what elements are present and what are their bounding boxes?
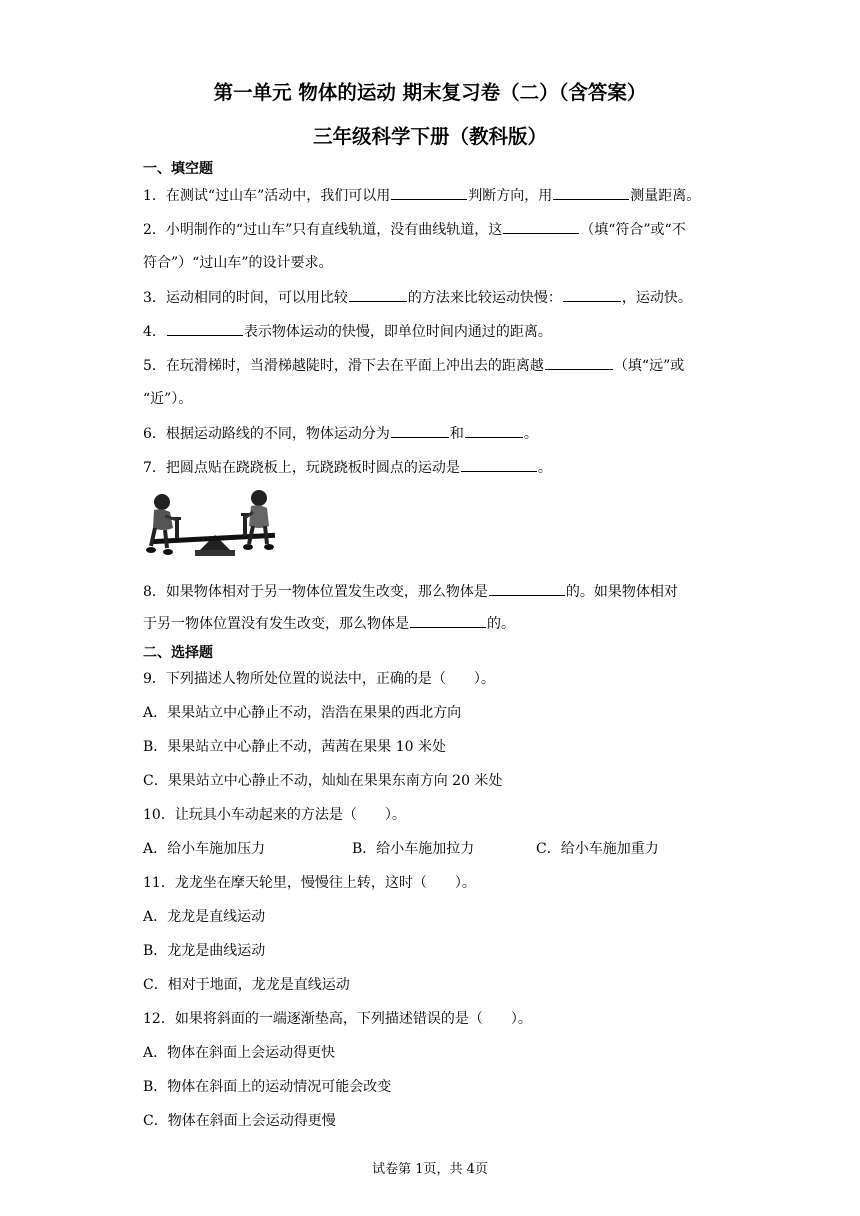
exam-title: 第一单元 物体的运动 期末复习卷（二）（含答案） bbox=[213, 81, 647, 104]
answer-blank bbox=[545, 355, 613, 370]
section-multiple-choice: 二、选择题 bbox=[143, 645, 213, 661]
question-1: 1．在测试“过山车”活动中，我们可以用 判断方向，用 测量距离。 bbox=[143, 185, 700, 206]
answer-blank bbox=[489, 581, 565, 596]
section-fill-blank: 一、填空题 bbox=[143, 161, 213, 177]
answer-blank bbox=[391, 185, 467, 200]
option-12b: B．物体在斜面上的运动情况可能会改变 bbox=[143, 1079, 392, 1095]
answer-blank bbox=[465, 423, 523, 438]
answer-blank bbox=[167, 321, 243, 336]
answer-blank bbox=[563, 287, 621, 302]
option-11c: C．相对于地面，龙龙是直线运动 bbox=[143, 977, 350, 993]
option-10a: A．给小车施加压力 bbox=[143, 841, 266, 857]
answer-blank bbox=[461, 457, 537, 472]
option-11b: B．龙龙是曲线运动 bbox=[143, 943, 266, 959]
option-9a: A．果果站立中心静止不动，浩浩在果果的西北方向 bbox=[143, 705, 462, 721]
option-10c: C．给小车施加重力 bbox=[536, 841, 659, 857]
question-8: 8．如果物体相对于另一物体位置发生改变，那么物体是 的。如果物体相对 bbox=[143, 581, 678, 602]
question-2: 2．小明制作的“过山车”只有直线轨道，没有曲线轨道，这 （填“符合”或“不 bbox=[143, 219, 686, 240]
option-12c: C．物体在斜面上会运动得更慢 bbox=[143, 1113, 336, 1129]
question-12: 12．如果将斜面的一端逐渐垫高，下列描述错误的是（ ）。 bbox=[143, 1011, 532, 1027]
option-9b: B．果果站立中心静止不动，茜茜在果果 10 米处 bbox=[143, 739, 447, 755]
seesaw-illustration bbox=[145, 490, 280, 565]
answer-blank bbox=[410, 613, 486, 628]
option-12a: A．物体在斜面上会运动得更快 bbox=[143, 1045, 336, 1061]
answer-blank bbox=[349, 287, 407, 302]
question-6: 6．根据运动路线的不同，物体运动分为 和 。 bbox=[143, 423, 538, 444]
answer-blank bbox=[503, 219, 579, 234]
question-4: 4． 表示物体运动的快慢，即单位时间内通过的距离。 bbox=[143, 321, 552, 342]
option-11a: A．龙龙是直线运动 bbox=[143, 909, 266, 925]
question-9: 9．下列描述人物所处位置的说法中，正确的是（ ）。 bbox=[143, 671, 495, 687]
question-5-cont: “近”）。 bbox=[143, 391, 193, 407]
question-5: 5．在玩滑梯时，当滑梯越陡时，滑下去在平面上冲出去的距离越 （填“远”或 bbox=[143, 355, 684, 376]
question-8-cont: 于另一物体位置没有发生改变，那么物体是 的。 bbox=[143, 613, 515, 634]
answer-blank bbox=[553, 185, 629, 200]
question-10: 10．让玩具小车动起来的方法是（ ）。 bbox=[143, 807, 406, 823]
question-2-cont: 符合”）“过山车”的设计要求。 bbox=[143, 255, 333, 271]
question-11: 11．龙龙坐在摩天轮里，慢慢往上转，这时（ ）。 bbox=[143, 875, 476, 891]
option-9c: C．果果站立中心静止不动，灿灿在果果东南方向 20 米处 bbox=[143, 773, 503, 789]
answer-blank bbox=[391, 423, 449, 438]
question-7: 7．把圆点贴在跷跷板上，玩跷跷板时圆点的运动是 。 bbox=[143, 457, 552, 478]
exam-subtitle: 三年级科学下册（教科版） bbox=[312, 125, 547, 148]
option-10b: B．给小车施加拉力 bbox=[352, 841, 475, 857]
page-footer: 试卷第 1页，共 4页 bbox=[372, 1162, 488, 1177]
question-3: 3．运动相同的时间，可以用比较 的方法来比较运动快慢： ，运动快。 bbox=[143, 287, 692, 308]
